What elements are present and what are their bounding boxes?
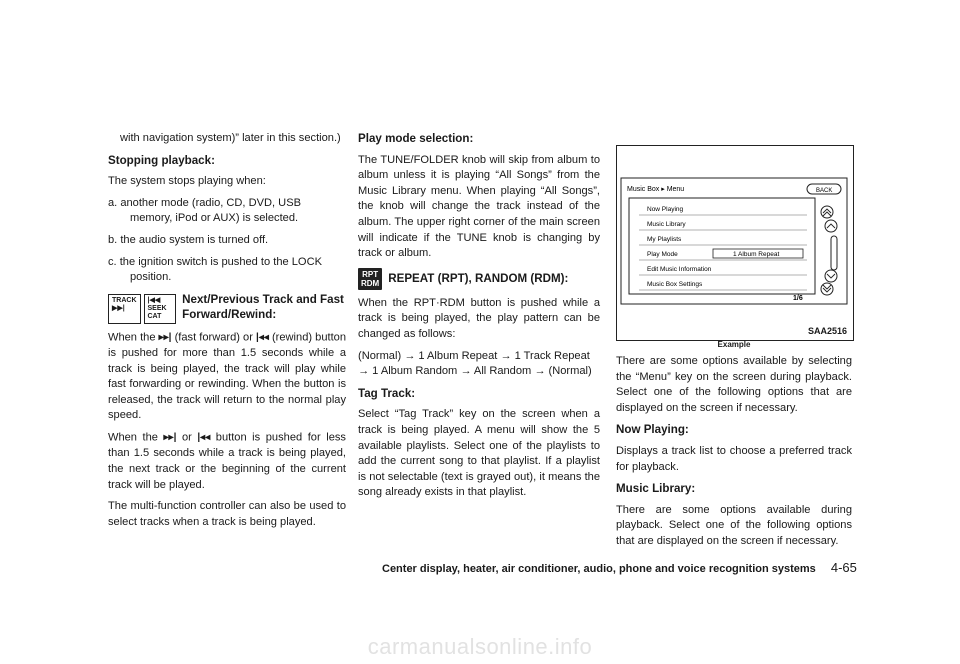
rewind-icon: |◂◂ [197,432,211,444]
seek-button-icon: |◀◀ SEEK CAT [144,294,177,324]
column-middle [358,131,600,507]
screen-illustration [617,146,853,340]
figure-caption: Example [717,340,751,349]
menu-item-my-playlists[interactable]: My Playlists [647,236,682,243]
figure-code: SAA2516 [807,326,847,336]
screen-figure [616,145,854,341]
music-library-heading: Music Library: [616,482,696,496]
page-footer [382,560,857,575]
rpt-heading: REPEAT (RPT), RANDOM (RDM): [388,271,569,285]
fast-forward-paragraph: When the ▸▸| (fast forward) or |◂◂ (rewind) button is pushed for more than 1.5 seconds while a track is being played, the track will play while fast forwarding or rewinding. When the button is released, the track will return to the normal play speed. [108,331,346,422]
menu-options-intro: There are some options available by selecting the “Menu” key on the screen during playback. Select one of the following options that are displayed on the screen if necessary. [616,355,852,414]
menu-item-music-box-settings[interactable]: Music Box Settings [647,281,703,288]
next-previous-heading: Next/Previous Track and Fast Forward/Rewind: [182,292,344,322]
list-item: c. the ignition switch is pushed to the LOCK position. [108,255,322,284]
menu-item-edit-music-information[interactable]: Edit Music Information [647,266,712,273]
fast-forward-icon: ▸▸| [158,331,172,343]
menu-item-now-playing[interactable]: Now Playing [647,206,684,213]
scroll-down-double-icon[interactable] [821,283,833,295]
play-mode-heading: Play mode selection: [358,132,474,145]
stopping-playback-text: The system stops playing when: [108,175,266,188]
music-library-text: There are some options available during playback. Select one of the following options that are displayed on the screen if necessary. [616,503,852,547]
tag-track-text: Select “Tag Track” key on the screen when a track is being played. A menu will show the 5 available playlists. Select one of the playlists to add the current song to that playlist. If a playlist is not selectable (text is grayed out), it means the song already exists in that playlist. [358,408,600,499]
controller-paragraph: The multi-function controller can also be used to select tracks when a track is being played. [108,500,346,528]
screen-breadcrumb: Music Box ▸ Menu [627,186,685,193]
skip-paragraph: When the ▸▸| or |◂◂ button is pushed for less than 1.5 seconds while a track is being played, the next track or the beginning of the current track will be played. [108,431,346,491]
list-item: a. another mode (radio, CD, DVD, USB memory, iPod or AUX) is selected. [108,196,301,225]
track-button-icon: TRACK ▶▶| [108,294,141,324]
play-mode-text: The TUNE/FOLDER knob will skip from album to album unless it is playing “All Songs” from the Music Library menu. When playing “All Songs”, the knob will change the track instead of the album. The upper right corner of the main screen will indicate if the TUNE knob is changing by track or album. [358,153,600,260]
now-playing-text: Displays a track list to choose a preferred track for playback. [616,444,852,473]
menu-item-music-library[interactable]: Music Library [647,221,686,228]
rpt-heading-row [358,268,600,290]
svg-text:BACK: BACK [816,188,833,194]
column-right [616,354,852,556]
column-left [108,131,346,536]
scroll-up-icon[interactable] [825,220,837,232]
rpt-sequence: (Normal) → 1 Album Repeat → 1 Track Repeat → 1 Album Random → All Random → (Normal) [358,349,592,378]
back-button[interactable] [807,184,841,194]
scroll-up-double-icon[interactable] [821,206,833,218]
menu-item-play-mode[interactable]: Play Mode [647,251,678,258]
fast-forward-icon: ▸▸| [163,432,177,444]
intro-continuation: with navigation system)” later in this section.) [120,132,341,144]
tag-track-heading: Tag Track: [358,386,416,400]
watermark: carmanualsonline.info [367,634,593,659]
rpt-rdm-button-icon: RPT RDM [358,268,382,290]
scrollbar[interactable] [831,236,837,270]
play-mode-value: 1 Album Repeat [733,251,780,258]
rewind-icon: |◂◂ [256,331,269,343]
list-item: b. the audio system is turned off. [108,233,269,246]
page-indicator: 1/6 [793,295,803,302]
section-title: Center display, heater, air conditioner, audio, phone and voice recognition systems [382,563,816,575]
stopping-playback-heading: Stopping playback: [108,153,215,167]
rpt-text: When the RPT·RDM button is pushed while a track is being played, the play pattern can be changed as follows: [358,296,600,340]
page-number: 4-65 [830,560,857,575]
scroll-down-icon[interactable] [825,270,837,282]
now-playing-heading: Now Playing: [616,423,689,437]
next-previous-heading-row [108,292,346,324]
